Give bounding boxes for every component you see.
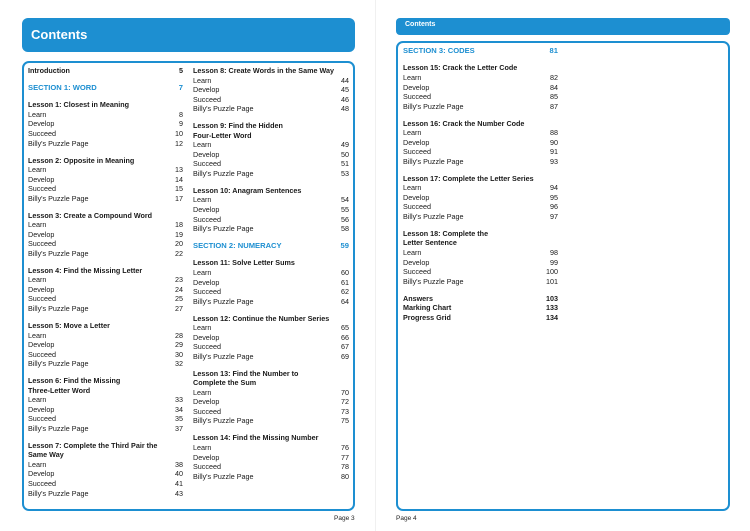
toc-entry bbox=[193, 462, 349, 472]
toc-page-number: 81 bbox=[549, 46, 558, 55]
toc-page-number: 72 bbox=[341, 397, 349, 407]
toc-page-number: 8 bbox=[179, 109, 183, 119]
toc-page-number: 15 bbox=[175, 184, 183, 194]
toc-label: Learn bbox=[193, 140, 212, 150]
toc-heading bbox=[403, 294, 558, 304]
toc-page-number: 40 bbox=[175, 469, 183, 479]
toc-label: Learn bbox=[193, 267, 212, 277]
toc-page-number: 30 bbox=[175, 349, 183, 359]
toc-label: Learn bbox=[403, 72, 422, 82]
toc-label: Lesson 8: Create Words in the Same Way bbox=[193, 66, 334, 75]
toc-label: Answers bbox=[403, 293, 433, 303]
toc-entry bbox=[193, 76, 349, 86]
toc-label: Same Way bbox=[28, 450, 64, 460]
toc-label: Develop bbox=[28, 119, 55, 129]
toc-label: Lesson 3: Create a Compound Word bbox=[28, 210, 153, 220]
toc-entry bbox=[28, 220, 183, 230]
page-number-right: Page 4 bbox=[396, 515, 417, 522]
toc-entry bbox=[193, 342, 349, 352]
toc-page-number: 54 bbox=[341, 195, 349, 205]
toc-label: Billy's Puzzle Page bbox=[193, 471, 254, 481]
toc-page-number: 65 bbox=[341, 323, 349, 333]
toc-entry bbox=[193, 416, 349, 426]
toc-page-number: 91 bbox=[550, 147, 558, 157]
toc-heading bbox=[193, 433, 349, 443]
toc-entry bbox=[403, 102, 558, 112]
toc-entry bbox=[28, 304, 183, 314]
toc-label: Learn bbox=[28, 275, 47, 285]
toc-heading bbox=[28, 386, 183, 396]
toc-entry bbox=[28, 119, 183, 129]
toc-label: Succeed bbox=[28, 239, 56, 249]
toc-label: Succeed bbox=[403, 92, 431, 102]
toc-label: Introduction bbox=[28, 66, 70, 75]
toc-page-number: 19 bbox=[175, 229, 183, 239]
toc-entry bbox=[193, 85, 349, 95]
toc-page-number: 29 bbox=[175, 340, 183, 350]
toc-entry bbox=[28, 184, 183, 194]
toc-page-number: 55 bbox=[341, 204, 349, 214]
toc-entry bbox=[403, 267, 558, 277]
header-title: Contents bbox=[405, 21, 436, 28]
toc-label: Succeed bbox=[28, 349, 56, 359]
toc-heading bbox=[403, 174, 558, 184]
toc-entry bbox=[28, 165, 183, 175]
toc-label: Develop bbox=[403, 137, 430, 147]
toc-entry bbox=[403, 183, 558, 193]
toc-page-number: 10 bbox=[175, 129, 183, 138]
toc-entry bbox=[193, 397, 349, 407]
toc-page-number: 96 bbox=[550, 202, 558, 212]
toc-page-number: 67 bbox=[341, 342, 349, 352]
toc-entry bbox=[193, 453, 349, 463]
toc-page-number: 35 bbox=[175, 414, 183, 424]
toc-heading bbox=[403, 229, 558, 239]
toc-label: Learn bbox=[193, 387, 212, 397]
toc-label: Develop bbox=[403, 257, 430, 267]
toc-entry bbox=[28, 139, 183, 149]
toc-page-number: 80 bbox=[341, 471, 349, 481]
toc-page-number: 100 bbox=[546, 267, 558, 277]
toc-label: Billy's Puzzle Page bbox=[193, 296, 254, 306]
toc-label: Billy's Puzzle Page bbox=[193, 104, 254, 114]
toc-entry bbox=[28, 414, 183, 424]
toc-page-number: 85 bbox=[550, 92, 558, 102]
toc-page-number: 60 bbox=[341, 267, 349, 277]
toc-label: Succeed bbox=[193, 342, 221, 352]
toc-label: Develop bbox=[193, 452, 220, 462]
toc-label: Develop bbox=[28, 404, 55, 414]
toc-entry bbox=[403, 73, 558, 83]
toc-entry bbox=[193, 140, 349, 150]
toc-entry bbox=[28, 469, 183, 479]
toc-entry bbox=[28, 460, 183, 470]
toc-label: Lesson 14: Find the Missing Number bbox=[193, 433, 319, 443]
toc-page-number: 59 bbox=[340, 241, 349, 250]
toc-label: Billy's Puzzle Page bbox=[193, 351, 254, 361]
toc-entry bbox=[403, 277, 558, 287]
toc-section bbox=[193, 241, 349, 251]
toc-page-number: 51 bbox=[341, 159, 349, 169]
toc-page-number: 101 bbox=[546, 276, 558, 286]
toc-entry bbox=[28, 175, 183, 185]
toc-page-number: 94 bbox=[550, 183, 558, 193]
toc-entry bbox=[193, 287, 349, 297]
toc-page-number: 38 bbox=[175, 459, 183, 469]
toc-heading bbox=[28, 66, 183, 76]
toc-page-number: 62 bbox=[341, 287, 349, 297]
toc-heading bbox=[193, 369, 349, 379]
toc-heading bbox=[193, 66, 349, 76]
toc-page-number: 99 bbox=[550, 257, 558, 267]
toc-page-number: 82 bbox=[550, 72, 558, 82]
toc-heading bbox=[403, 313, 558, 323]
toc-label: Complete the Sum bbox=[193, 378, 257, 388]
toc-entry bbox=[28, 479, 183, 489]
toc-heading bbox=[28, 266, 183, 276]
toc-entry bbox=[28, 285, 183, 295]
toc-entry bbox=[193, 323, 349, 333]
toc-label: Succeed bbox=[403, 147, 431, 157]
toc-label: Learn bbox=[28, 220, 47, 230]
toc-entry bbox=[403, 147, 558, 157]
toc-page-number: 25 bbox=[175, 294, 183, 304]
toc-label: Develop bbox=[193, 204, 220, 214]
toc-label: Learn bbox=[193, 323, 212, 333]
toc-label: Progress Grid bbox=[403, 312, 451, 322]
toc-label: Succeed bbox=[193, 406, 221, 416]
toc-label: Succeed bbox=[28, 184, 56, 194]
toc-page-number: 46 bbox=[341, 94, 349, 104]
toc-page-number: 77 bbox=[341, 452, 349, 462]
toc-label: Succeed bbox=[193, 214, 221, 224]
toc-label: Billy's Puzzle Page bbox=[28, 304, 89, 313]
toc-page-number: 22 bbox=[175, 248, 183, 258]
toc-page-number: 17 bbox=[175, 193, 183, 203]
toc-entry bbox=[28, 275, 183, 285]
toc-label: Lesson 10: Anagram Sentences bbox=[193, 185, 302, 195]
toc-label: Develop bbox=[28, 340, 55, 350]
toc-page-number: 37 bbox=[175, 423, 183, 433]
toc-label: Succeed bbox=[193, 462, 221, 472]
toc-heading bbox=[28, 441, 183, 451]
toc-label: Learn bbox=[28, 330, 47, 340]
toc-page-number: 14 bbox=[175, 174, 183, 184]
toc-entry bbox=[403, 138, 558, 148]
toc-page-number: 33 bbox=[175, 395, 183, 405]
toc-label: Lesson 18: Complete the bbox=[403, 228, 489, 238]
toc-label: Succeed bbox=[28, 294, 56, 304]
toc-label: Lesson 6: Find the Missing bbox=[28, 376, 121, 386]
toc-heading bbox=[28, 211, 183, 221]
toc-label: Lesson 1: Closest in Meaning bbox=[28, 100, 130, 110]
toc-heading bbox=[28, 376, 183, 386]
toc-page-number: 56 bbox=[341, 214, 349, 224]
toc-heading bbox=[193, 121, 349, 131]
toc-page-number: 87 bbox=[550, 101, 558, 111]
toc-heading bbox=[28, 450, 183, 460]
toc-label: Learn bbox=[193, 75, 212, 85]
toc-label: Develop bbox=[28, 229, 55, 239]
toc-entry bbox=[193, 333, 349, 343]
toc-label: Lesson 11: Solve Letter Sums bbox=[193, 258, 295, 268]
page-number-left: Page 3 bbox=[334, 515, 355, 522]
toc-page-number: 73 bbox=[341, 406, 349, 416]
toc-page-number: 75 bbox=[341, 416, 349, 426]
toc-page-number: 70 bbox=[341, 387, 349, 397]
toc-label: Billy's Puzzle Page bbox=[28, 138, 89, 148]
toc-label: Lesson 13: Find the Number to bbox=[193, 368, 299, 378]
toc-entry bbox=[403, 83, 558, 93]
toc-entry bbox=[403, 157, 558, 167]
toc-page-number: 5 bbox=[179, 66, 183, 75]
toc-label: Learn bbox=[28, 109, 47, 119]
toc-page-number: 58 bbox=[341, 224, 349, 234]
toc-label: Learn bbox=[403, 183, 422, 193]
toc-page-number: 103 bbox=[546, 293, 558, 303]
toc-entry bbox=[403, 202, 558, 212]
toc-label: Succeed bbox=[193, 287, 221, 297]
toc-entry bbox=[28, 350, 183, 360]
toc-entry bbox=[193, 95, 349, 105]
toc-label: Billy's Puzzle Page bbox=[28, 488, 89, 498]
toc-heading bbox=[28, 100, 183, 110]
toc-entry bbox=[193, 443, 349, 453]
toc-label: SECTION 3: CODES bbox=[403, 46, 475, 55]
toc-page-number: 76 bbox=[341, 442, 349, 452]
toc-page-number: 78 bbox=[341, 462, 349, 472]
toc-entry bbox=[28, 395, 183, 405]
toc-label: Three-Letter Word bbox=[28, 385, 91, 395]
toc-page-number: 44 bbox=[341, 75, 349, 85]
toc-label: Billy's Puzzle Page bbox=[28, 423, 89, 433]
toc-heading bbox=[193, 314, 349, 324]
toc-entry bbox=[193, 278, 349, 288]
toc-label: Succeed bbox=[193, 159, 221, 169]
toc-page-number: 50 bbox=[341, 149, 349, 159]
toc-label: Develop bbox=[193, 277, 220, 287]
toc-page-number: 49 bbox=[341, 140, 349, 150]
toc-section bbox=[28, 83, 183, 93]
toc-heading bbox=[193, 131, 349, 141]
toc-label: Learn bbox=[403, 128, 422, 138]
contents-header-right bbox=[396, 18, 730, 35]
toc-entry bbox=[193, 195, 349, 205]
toc-heading bbox=[403, 303, 558, 313]
toc-heading bbox=[193, 186, 349, 196]
toc-label: Billy's Puzzle Page bbox=[193, 224, 254, 234]
toc-label: Billy's Puzzle Page bbox=[403, 276, 464, 286]
toc-label: Develop bbox=[403, 82, 430, 92]
toc-label: Learn bbox=[28, 165, 47, 175]
toc-page-number: 32 bbox=[175, 359, 183, 369]
toc-label: Develop bbox=[193, 149, 220, 159]
toc-page-number: 61 bbox=[341, 277, 349, 287]
toc-entry bbox=[193, 407, 349, 417]
toc-entry bbox=[403, 193, 558, 203]
toc-entry bbox=[193, 169, 349, 179]
toc-section bbox=[403, 46, 558, 56]
toc-entry bbox=[28, 405, 183, 415]
toc-page-number: 53 bbox=[341, 168, 349, 178]
toc-heading bbox=[403, 119, 558, 129]
toc-entry bbox=[28, 194, 183, 204]
toc-page-number: 98 bbox=[550, 247, 558, 257]
toc-page-number: 23 bbox=[175, 275, 183, 285]
toc-label: SECTION 2: NUMERACY bbox=[193, 241, 282, 250]
toc-page-number: 34 bbox=[175, 404, 183, 414]
toc-entry bbox=[193, 297, 349, 307]
toc-page-number: 48 bbox=[341, 104, 349, 114]
toc-entry bbox=[193, 472, 349, 482]
toc-entry bbox=[193, 215, 349, 225]
toc-page-number: 24 bbox=[175, 284, 183, 294]
toc-page-number: 41 bbox=[175, 479, 183, 488]
page-gutter bbox=[375, 0, 376, 531]
toc-entry bbox=[193, 150, 349, 160]
toc-label: Develop bbox=[403, 192, 430, 202]
toc-heading bbox=[28, 156, 183, 166]
toc-page-number: 66 bbox=[341, 332, 349, 342]
toc-page-number: 97 bbox=[550, 211, 558, 221]
toc-label: Learn bbox=[193, 442, 212, 452]
toc-entry bbox=[193, 388, 349, 398]
toc-entry bbox=[28, 331, 183, 341]
toc-entry bbox=[193, 205, 349, 215]
toc-entry bbox=[28, 489, 183, 499]
toc-label: Develop bbox=[193, 85, 220, 95]
toc-label: Billy's Puzzle Page bbox=[403, 211, 464, 221]
toc-page-number: 20 bbox=[175, 239, 183, 249]
toc-label: Lesson 4: Find the Missing Letter bbox=[28, 265, 143, 275]
toc-label: Billy's Puzzle Page bbox=[403, 156, 464, 166]
toc-page-number: 84 bbox=[550, 82, 558, 92]
toc-label: Billy's Puzzle Page bbox=[193, 168, 254, 178]
toc-entry bbox=[28, 340, 183, 350]
toc-entry bbox=[28, 424, 183, 434]
toc-entry bbox=[28, 129, 183, 139]
toc-label: Succeed bbox=[28, 479, 56, 488]
toc-label: Billy's Puzzle Page bbox=[28, 248, 89, 258]
toc-label: Lesson 7: Complete the Third Pair the bbox=[28, 440, 158, 450]
toc-page-number: 93 bbox=[550, 156, 558, 166]
toc-page-number: 45 bbox=[341, 85, 349, 95]
toc-label: Succeed bbox=[28, 129, 56, 138]
toc-page-number: 27 bbox=[175, 304, 183, 313]
toc-page-number: 88 bbox=[550, 128, 558, 138]
toc-heading bbox=[403, 63, 558, 73]
toc-page-number: 64 bbox=[341, 296, 349, 306]
toc-page-number: 133 bbox=[546, 303, 558, 313]
toc-label: Learn bbox=[28, 395, 47, 405]
toc-page-number: 28 bbox=[175, 330, 183, 340]
toc-entry bbox=[193, 224, 349, 234]
toc-label: Develop bbox=[28, 284, 55, 294]
toc-label: Letter Sentence bbox=[403, 238, 457, 248]
toc-label: Billy's Puzzle Page bbox=[28, 359, 89, 369]
toc-entry bbox=[403, 92, 558, 102]
contents-header-left bbox=[22, 18, 355, 52]
toc-label: Develop bbox=[28, 174, 55, 184]
toc-label: Develop bbox=[28, 469, 55, 479]
toc-entry bbox=[28, 294, 183, 304]
toc-label: Learn bbox=[28, 459, 47, 469]
toc-page-number: 7 bbox=[178, 82, 183, 92]
toc-page-number: 13 bbox=[175, 165, 183, 175]
toc-label: Succeed bbox=[193, 94, 221, 104]
header-title: Contents bbox=[31, 27, 88, 42]
toc-label: Billy's Puzzle Page bbox=[193, 416, 254, 426]
toc-entry bbox=[403, 212, 558, 222]
toc-entry bbox=[193, 268, 349, 278]
toc-label: SECTION 1: WORD bbox=[28, 82, 97, 92]
toc-page-number: 9 bbox=[179, 119, 183, 129]
toc-label: Lesson 5: Move a Letter bbox=[28, 320, 110, 330]
toc-label: Lesson 12: Continue the Number Series bbox=[193, 313, 330, 323]
toc-label: Lesson 2: Opposite in Meaning bbox=[28, 155, 135, 165]
toc-entry bbox=[403, 248, 558, 258]
toc-entry bbox=[403, 258, 558, 268]
toc-heading bbox=[193, 378, 349, 388]
toc-label: Learn bbox=[403, 247, 422, 257]
toc-label: Billy's Puzzle Page bbox=[403, 101, 464, 111]
toc-entry bbox=[28, 359, 183, 369]
toc-heading bbox=[193, 258, 349, 268]
toc-entry bbox=[403, 128, 558, 138]
toc-label: Develop bbox=[193, 397, 220, 407]
toc-page-number: 12 bbox=[175, 138, 183, 148]
toc-label: Marking Chart bbox=[403, 303, 452, 313]
toc-label: Four-Letter Word bbox=[193, 130, 252, 140]
toc-label: Succeed bbox=[403, 202, 431, 212]
toc-label: Succeed bbox=[403, 267, 431, 277]
toc-label: Lesson 15: Crack the Letter Code bbox=[403, 63, 518, 73]
toc-heading bbox=[403, 238, 558, 248]
toc-heading bbox=[28, 321, 183, 331]
toc-entry bbox=[28, 110, 183, 120]
toc-entry bbox=[193, 104, 349, 114]
toc-page-number: 18 bbox=[175, 220, 183, 230]
toc-entry bbox=[193, 159, 349, 169]
toc-page-number: 95 bbox=[550, 192, 558, 202]
toc-label: Lesson 17: Complete the Letter Series bbox=[403, 173, 534, 183]
toc-label: Billy's Puzzle Page bbox=[28, 193, 89, 203]
toc-label: Lesson 16: Crack the Number Code bbox=[403, 118, 525, 128]
toc-entry bbox=[28, 230, 183, 240]
toc-label: Learn bbox=[193, 195, 212, 205]
toc-entry bbox=[193, 352, 349, 362]
toc-entry bbox=[28, 239, 183, 249]
toc-page-number: 134 bbox=[546, 312, 558, 322]
toc-label: Succeed bbox=[28, 414, 56, 424]
toc-label: Develop bbox=[193, 332, 220, 342]
toc-label: Lesson 9: Find the Hidden bbox=[193, 121, 283, 131]
toc-page-number: 90 bbox=[550, 137, 558, 147]
toc-page-number: 69 bbox=[341, 351, 349, 361]
toc-entry bbox=[28, 249, 183, 259]
toc-page-number: 43 bbox=[175, 488, 183, 498]
